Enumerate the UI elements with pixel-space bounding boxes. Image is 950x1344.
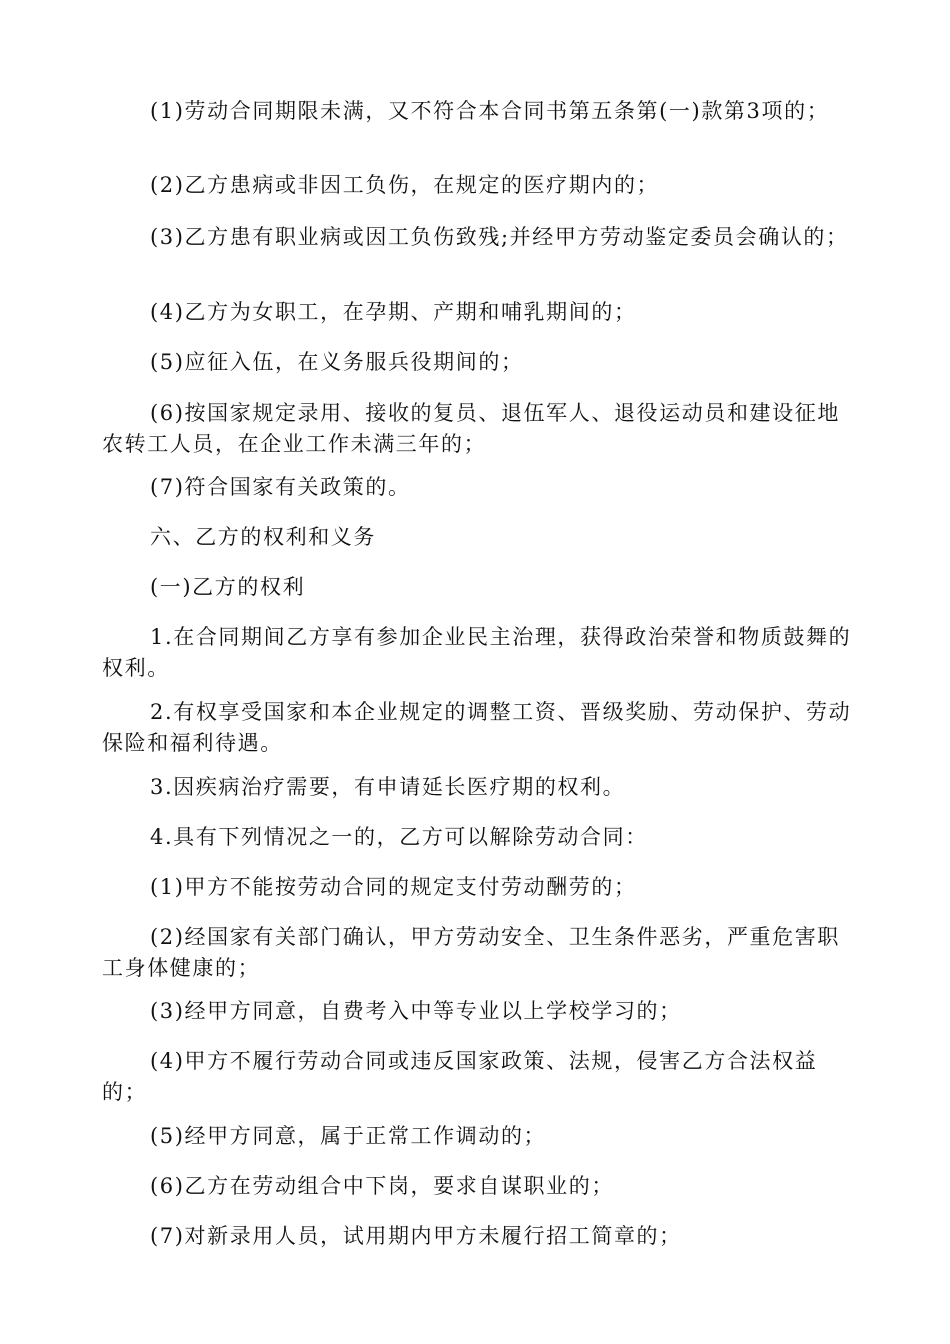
subsection-heading: (一)乙方的权利 — [150, 575, 306, 599]
paragraph-item-16: (3)经甲方同意，自费考入中等专业以上学校学习的； — [150, 999, 682, 1023]
paragraph-item-11: 2.有权享受国家和本企业规定的调整工资、晋级奖励、劳动保护、劳动保险和福利待遇。 — [102, 700, 852, 755]
paragraph-item-5: (5)应征入伍，在义务服兵役期间的； — [150, 350, 524, 374]
paragraph-item-3: (3)乙方患有职业病或因工负伤致残;并经甲方劳动鉴定委员会确认的； — [150, 225, 849, 249]
paragraph-item-17: (4)甲方不履行劳动合同或违反国家政策、法规，侵害乙方合法权益的； — [102, 1049, 818, 1104]
paragraph-item-1: (1)劳动合同期限未满，又不符合本合同书第五条第(一)款第3项的； — [150, 99, 830, 123]
paragraph-item-18: (5)经甲方同意，属于正常工作调动的； — [150, 1124, 547, 1148]
paragraph-item-6: (6)按国家规定录用、接收的复员、退伍军人、退役运动员和建设征地农转工人员，在企业工作未满三年的； — [102, 401, 840, 456]
paragraph-item-7: (7)符合国家有关政策的。 — [150, 475, 411, 499]
paragraph-item-12: 3.因疾病治疗需要，有申请延长医疗期的权利。 — [150, 775, 626, 799]
section-heading: 六、乙方的权利和义务 — [150, 525, 376, 549]
paragraph-item-20: (7)对新录用人员，试用期内甲方未履行招工简章的； — [150, 1224, 682, 1248]
paragraph-item-10: 1.在合同期间乙方享有参加企业民主治理，获得政治荣誉和物质鼓舞的权利。 — [102, 625, 852, 680]
paragraph-item-2: (2)乙方患病或非因工负伤，在规定的医疗期内的； — [150, 173, 660, 197]
paragraph-item-13: 4.具有下列情况之一的，乙方可以解除劳动合同： — [150, 825, 648, 849]
paragraph-item-15: (2)经国家有关部门确认，甲方劳动安全、卫生条件恶劣，严重危害职工身体健康的； — [102, 925, 840, 980]
paragraph-item-14: (1)甲方不能按劳动合同的规定支付劳动酬劳的； — [150, 875, 637, 899]
paragraph-item-19: (6)乙方在劳动组合中下岗，要求自谋职业的； — [150, 1174, 614, 1198]
paragraph-item-4: (4)乙方为女职工，在孕期、产期和哺乳期间的； — [150, 300, 637, 324]
